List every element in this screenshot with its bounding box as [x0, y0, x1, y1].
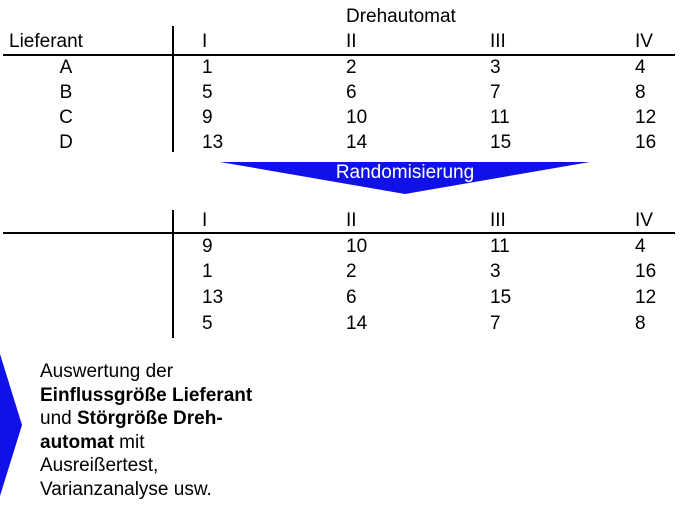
evaluation-line: automat mit	[40, 431, 145, 453]
table-cell: 6	[346, 287, 357, 308]
group-header-drehautomat: Drehautomat	[346, 6, 456, 27]
table-cell: 5	[202, 313, 213, 334]
table-cell: 10	[346, 236, 368, 257]
table-cell: 13	[202, 287, 224, 308]
table-cell: 2	[346, 57, 357, 78]
column-header: I	[202, 210, 208, 231]
table-cell: 8	[635, 313, 646, 334]
row-header-lieferant: Lieferant	[9, 31, 83, 52]
table-cell: 12	[635, 107, 657, 128]
column-header: II	[346, 31, 357, 52]
evaluation-line: und Störgröße Dreh-	[40, 408, 223, 429]
row-label-divider	[172, 26, 174, 152]
evaluation-line: Ausreißertest,	[40, 455, 159, 476]
table-cell: 6	[346, 82, 357, 103]
row-label-divider	[172, 210, 174, 338]
table-cell: 7	[490, 313, 501, 334]
row-label: D	[59, 132, 73, 153]
table-cell: 1	[202, 261, 213, 282]
table-cell: 5	[202, 82, 213, 103]
table-cell: 14	[346, 313, 368, 334]
table-cell: 4	[635, 236, 646, 257]
column-header: II	[346, 210, 357, 231]
evaluation-text	[40, 360, 252, 501]
table-cell: 4	[635, 57, 646, 78]
header-divider	[3, 232, 675, 234]
table-cell: 3	[490, 57, 501, 78]
table-cell: 13	[202, 132, 224, 153]
right-pointing-arrow-icon	[0, 354, 24, 496]
table-cell: 15	[490, 287, 512, 308]
row-label: C	[59, 107, 73, 128]
table-cell: 2	[346, 261, 357, 282]
table-cell: 11	[490, 236, 510, 257]
row-label: B	[59, 82, 73, 103]
table-cell: 16	[635, 132, 657, 153]
header-divider	[3, 54, 675, 56]
banner-label: Randomisierung	[335, 162, 475, 183]
row-label: A	[59, 57, 73, 78]
table-cell: 9	[202, 107, 213, 128]
column-header: III	[490, 210, 506, 231]
table-cell: 12	[635, 287, 657, 308]
side-arrow-shape	[0, 354, 22, 496]
table-cell: 3	[490, 261, 501, 282]
table-cell: 7	[490, 82, 501, 103]
table-cell: 10	[346, 107, 368, 128]
column-header: IV	[635, 31, 653, 52]
table-cell: 14	[346, 132, 368, 153]
table-cell: 11	[490, 107, 510, 128]
table-cell: 9	[202, 236, 213, 257]
table-cell: 15	[490, 132, 512, 153]
column-header: IV	[635, 210, 653, 231]
table-cell: 1	[202, 57, 213, 78]
column-header: III	[490, 31, 506, 52]
table-cell: 16	[635, 261, 657, 282]
evaluation-line: Auswertung der	[40, 361, 174, 382]
evaluation-line: Einflussgröße Lieferant	[40, 384, 253, 406]
column-header: I	[202, 31, 208, 52]
evaluation-line: Varianzanalyse usw.	[40, 478, 212, 500]
table-cell: 8	[635, 82, 646, 103]
